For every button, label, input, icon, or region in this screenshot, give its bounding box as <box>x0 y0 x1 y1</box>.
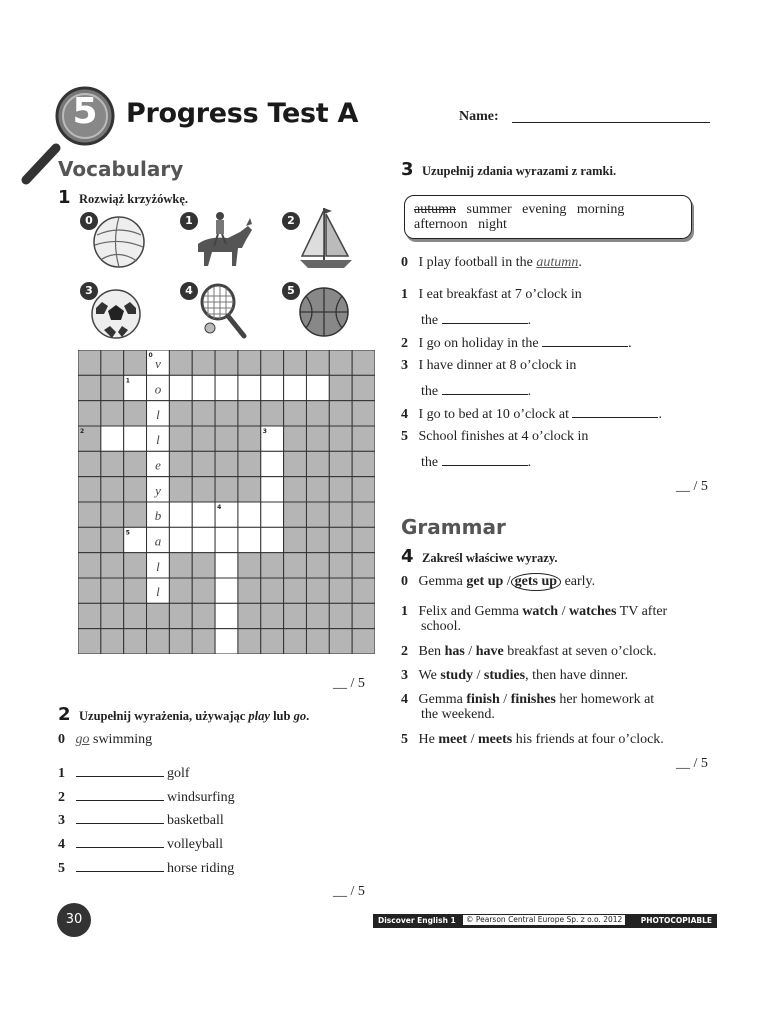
crossword-block <box>329 629 352 654</box>
crossword-block <box>238 578 261 603</box>
crossword-block <box>329 350 352 375</box>
crossword-cell[interactable] <box>169 375 192 400</box>
page-title: Progress Test A <box>126 98 359 129</box>
crossword-block <box>101 401 124 426</box>
crossword-cell[interactable] <box>261 527 284 552</box>
crossword-block <box>352 578 375 603</box>
ex4-item: 2 Ben has / have breakfast at seven o’clock. <box>401 644 657 659</box>
crossword-block <box>284 401 307 426</box>
crossword-block <box>306 603 329 628</box>
crossword-block <box>284 426 307 451</box>
clue-number: 4 <box>217 504 222 511</box>
answer-blank[interactable] <box>76 811 164 824</box>
crossword-letter: l <box>156 406 160 422</box>
ex2-item[interactable]: 1 golf <box>58 766 190 781</box>
picture-label: 4 <box>180 282 198 300</box>
crossword-block <box>329 375 352 400</box>
crossword-block <box>306 477 329 502</box>
crossword-block <box>101 451 124 476</box>
crossword-block <box>238 451 261 476</box>
crossword-block <box>78 401 101 426</box>
volleyball-icon <box>92 215 146 269</box>
crossword-block <box>78 375 101 400</box>
crossword-block <box>169 426 192 451</box>
crossword-cell[interactable] <box>261 502 284 527</box>
crossword-block <box>329 603 352 628</box>
crossword-block <box>352 477 375 502</box>
struck-word: autumn <box>414 202 456 217</box>
ex4-item-line2: school. <box>421 619 462 634</box>
crossword-cell[interactable] <box>215 578 238 603</box>
crossword-block <box>169 553 192 578</box>
crossword-block <box>306 527 329 552</box>
crossword-block <box>284 553 307 578</box>
crossword-block <box>192 426 215 451</box>
picture-label: 2 <box>282 212 300 230</box>
crossword-cell[interactable] <box>238 527 261 552</box>
option-word[interactable]: finishes <box>510 692 556 707</box>
option-word[interactable]: have <box>475 644 504 659</box>
ex3-item[interactable]: 4 I go to bed at 10 o’clock at . <box>401 407 662 422</box>
footer-photocopiable: PHOTOCOPIABLE <box>640 916 712 925</box>
crossword-block <box>78 350 101 375</box>
crossword-block <box>284 350 307 375</box>
crossword-block <box>329 477 352 502</box>
crossword-block <box>352 502 375 527</box>
crossword-block <box>238 401 261 426</box>
crossword-block <box>101 553 124 578</box>
crossword-cell[interactable] <box>238 502 261 527</box>
crossword-block <box>78 477 101 502</box>
answer-blank[interactable] <box>76 859 164 872</box>
crossword-block <box>306 426 329 451</box>
ex4-example: 0 Gemma get up / gets up early. <box>401 574 596 589</box>
crossword-block <box>124 629 147 654</box>
answer-blank[interactable] <box>76 788 164 801</box>
ex4-item: 1 Felix and Gemma watch / watches TV after <box>401 604 668 619</box>
crossword-block <box>352 553 375 578</box>
crossword-block <box>329 527 352 552</box>
crossword-block <box>238 603 261 628</box>
ex3-item[interactable]: 2 I go on holiday in the . <box>401 336 632 351</box>
crossword-cell[interactable] <box>306 375 329 400</box>
crossword-block <box>101 477 124 502</box>
crossword-block <box>261 629 284 654</box>
crossword-block <box>124 603 147 628</box>
crossword-block <box>101 629 124 654</box>
crossword-cell[interactable] <box>124 426 147 451</box>
answer-blank[interactable] <box>572 405 658 418</box>
crossword-block <box>215 451 238 476</box>
crossword-block <box>215 426 238 451</box>
ex3-item-line2[interactable]: the . <box>421 384 532 399</box>
crossword-block <box>124 502 147 527</box>
crossword-block <box>306 578 329 603</box>
page-number: 30 <box>65 912 83 927</box>
crossword-letter: l <box>156 558 160 574</box>
footer-brand: Discover English 1 <box>378 916 456 925</box>
crossword-block <box>284 451 307 476</box>
clue-number: 1 <box>125 377 130 385</box>
crossword-block <box>329 578 352 603</box>
ex2-score: __ / 5 <box>333 884 365 899</box>
crossword-block <box>352 426 375 451</box>
ex3-item: 3 I have dinner at 8 o’clock in <box>401 358 577 373</box>
crossword-block <box>329 553 352 578</box>
crossword-cell[interactable] <box>192 375 215 400</box>
crossword-block <box>169 603 192 628</box>
crossword-block <box>101 375 124 400</box>
ex4-score: __ / 5 <box>676 756 708 771</box>
option-word[interactable]: finish <box>466 692 500 707</box>
option-word[interactable]: watches <box>568 604 617 619</box>
crossword-block <box>284 527 307 552</box>
ex2-item[interactable]: 4 volleyball <box>58 837 223 852</box>
ex3-number: 3 <box>401 159 414 180</box>
ex2-item[interactable]: 3 basketball <box>58 813 224 828</box>
crossword-block <box>192 401 215 426</box>
crossword-block <box>78 603 101 628</box>
crossword-block <box>124 578 147 603</box>
crossword-cell[interactable] <box>215 603 238 628</box>
unit-number: 5 <box>72 91 98 132</box>
option-word[interactable]: watch <box>522 604 559 619</box>
option-word[interactable]: has <box>444 644 465 659</box>
crossword-block <box>284 578 307 603</box>
option-word[interactable]: study <box>440 668 473 683</box>
crossword-letter: l <box>156 584 160 600</box>
crossword-block <box>284 477 307 502</box>
crossword-block <box>238 553 261 578</box>
crossword-cell[interactable] <box>192 502 215 527</box>
ex4-item: 5 He meet / meets his friends at four o’clock. <box>401 732 664 747</box>
ex1-number: 1 <box>58 187 71 208</box>
crossword-block <box>169 451 192 476</box>
crossword-letter: a <box>154 533 162 549</box>
ex2-item[interactable]: 2 windsurfing <box>58 790 235 805</box>
crossword-cell[interactable] <box>169 527 192 552</box>
ex4-item: 3 We study / studies, then have dinner. <box>401 668 629 683</box>
crossword-block <box>192 603 215 628</box>
crossword-cell[interactable] <box>261 375 284 400</box>
crossword-block <box>101 502 124 527</box>
crossword-block <box>78 553 101 578</box>
answer-blank[interactable] <box>76 835 164 848</box>
ex1-score: __ / 5 <box>333 676 365 691</box>
clue-number: 0 <box>148 352 153 359</box>
crossword-block <box>192 477 215 502</box>
crossword-block <box>284 603 307 628</box>
ex2-instruction: Uzupełnij wyrażenia, używając play lub go. <box>79 709 310 723</box>
crossword-cell[interactable] <box>215 629 238 654</box>
ex4-instruction: Zakreśl właściwe wyrazy. <box>422 551 558 565</box>
answer-blank[interactable] <box>442 453 528 466</box>
crossword-block <box>306 629 329 654</box>
crossword-block <box>215 477 238 502</box>
football-icon <box>90 288 142 340</box>
grammar-title: Grammar <box>401 515 506 539</box>
crossword-block <box>78 502 101 527</box>
ex2-example: 0 go swimming <box>58 732 153 747</box>
crossword-letter: v <box>155 356 161 372</box>
crossword-block <box>238 426 261 451</box>
crossword-block <box>124 451 147 476</box>
crossword-block <box>101 603 124 628</box>
picture-label: 1 <box>180 212 198 230</box>
crossword-letter: l <box>156 432 160 448</box>
vocabulary-title: Vocabulary <box>58 157 184 181</box>
sailboat-icon <box>296 206 356 272</box>
option-word[interactable]: meet <box>438 732 468 747</box>
crossword-letter: e <box>155 457 161 473</box>
picture-label: 0 <box>80 212 98 230</box>
picture-label: 3 <box>80 282 98 300</box>
crossword-grid <box>78 350 375 654</box>
crossword-block <box>169 350 192 375</box>
name-field[interactable] <box>512 122 710 123</box>
ex4-number: 4 <box>401 546 414 567</box>
crossword-block <box>329 451 352 476</box>
footer-copyright: © Pearson Central Europe Sp. z o.o. 2012 <box>463 915 625 925</box>
crossword-block <box>352 401 375 426</box>
crossword-block <box>329 502 352 527</box>
crossword-cell[interactable] <box>215 527 238 552</box>
crossword-block <box>192 451 215 476</box>
option-word[interactable]: meets <box>477 732 513 747</box>
crossword-block <box>306 553 329 578</box>
crossword-block <box>78 451 101 476</box>
page-number-badge <box>57 903 91 937</box>
answer-blank[interactable] <box>442 311 528 324</box>
crossword-block <box>261 401 284 426</box>
crossword-cell[interactable] <box>101 426 124 451</box>
crossword-block <box>124 477 147 502</box>
footer-bar <box>373 914 717 928</box>
name-label: Name: <box>459 109 499 124</box>
answer-blank[interactable] <box>76 764 164 777</box>
crossword-block <box>101 350 124 375</box>
ex3-score: __ / 5 <box>676 479 708 494</box>
crossword-block <box>215 350 238 375</box>
crossword-block <box>124 553 147 578</box>
clue-number: 3 <box>262 428 267 435</box>
crossword-block <box>261 553 284 578</box>
crossword-block <box>329 401 352 426</box>
crossword-block <box>352 350 375 375</box>
crossword-cell[interactable] <box>215 553 238 578</box>
crossword-block <box>78 527 101 552</box>
crossword-cell[interactable] <box>169 502 192 527</box>
crossword-block <box>329 426 352 451</box>
ex3-item-line2[interactable]: the . <box>421 455 532 470</box>
crossword-block <box>124 401 147 426</box>
crossword-block <box>169 477 192 502</box>
crossword-block <box>352 451 375 476</box>
picture-label: 5 <box>282 282 300 300</box>
option-word[interactable]: studies <box>483 668 526 683</box>
crossword-block <box>238 629 261 654</box>
crossword-block <box>147 629 170 654</box>
crossword-block <box>78 578 101 603</box>
crossword-letter: y <box>155 482 161 498</box>
crossword-letter: b <box>154 508 162 524</box>
crossword-block <box>238 477 261 502</box>
crossword-block <box>169 401 192 426</box>
box-line-2: afternoon night <box>414 217 507 232</box>
crossword-block <box>306 451 329 476</box>
crossword-block <box>352 629 375 654</box>
crossword-block <box>192 578 215 603</box>
crossword-block <box>261 578 284 603</box>
crossword-cell[interactable] <box>284 375 307 400</box>
crossword-block <box>192 629 215 654</box>
crossword-block <box>78 629 101 654</box>
answer-blank[interactable] <box>542 334 628 347</box>
crossword-cell[interactable] <box>238 375 261 400</box>
ex3-item: 5 School finishes at 4 o’clock in <box>401 429 589 444</box>
ex2-item[interactable]: 5 horse riding <box>58 861 235 876</box>
ex3-item-line2[interactable]: the . <box>421 313 532 328</box>
ex4-item-line2: the weekend. <box>421 707 495 722</box>
crossword-cell[interactable] <box>261 451 284 476</box>
crossword-block <box>169 629 192 654</box>
crossword-block <box>101 527 124 552</box>
crossword-block <box>306 401 329 426</box>
crossword-block <box>352 527 375 552</box>
word-box <box>404 195 692 239</box>
horse-rider-icon <box>188 208 256 272</box>
ex4-item: 4 Gemma finish / finishes her homework at <box>401 692 655 707</box>
crossword-block <box>192 553 215 578</box>
ex3-example: 0 I play football in the autumn. <box>401 255 582 270</box>
crossword-letter: o <box>154 381 162 397</box>
clue-number: 5 <box>125 529 130 537</box>
crossword-block <box>352 603 375 628</box>
crossword-block <box>238 350 261 375</box>
crossword-block <box>147 603 170 628</box>
circled-answer: gets up <box>511 573 561 591</box>
basketball-icon <box>298 286 350 338</box>
crossword-block <box>306 502 329 527</box>
crossword-block <box>169 578 192 603</box>
crossword-block <box>261 350 284 375</box>
crossword-block <box>306 350 329 375</box>
ex3-instruction: Uzupełnij zdania wyrazami z ramki. <box>422 164 617 178</box>
crossword-block <box>284 502 307 527</box>
crossword-block <box>192 350 215 375</box>
answer-blank[interactable] <box>442 382 528 395</box>
crossword-block <box>124 350 147 375</box>
box-line-1: summer evening morning <box>466 202 625 217</box>
crossword-cell[interactable] <box>261 477 284 502</box>
crossword-block <box>261 603 284 628</box>
ex3-item: 1 I eat breakfast at 7 o’clock in <box>401 287 582 302</box>
tennis-racket-icon <box>196 282 252 342</box>
crossword-block <box>352 375 375 400</box>
crossword-cell[interactable] <box>192 527 215 552</box>
crossword-block <box>215 401 238 426</box>
ex1-instruction: Rozwiąż krzyżówkę. <box>79 192 188 206</box>
crossword-block <box>284 629 307 654</box>
ex2-number: 2 <box>58 704 71 725</box>
crossword-block <box>101 578 124 603</box>
clue-number: 2 <box>80 428 85 435</box>
crossword-cell[interactable] <box>215 375 238 400</box>
